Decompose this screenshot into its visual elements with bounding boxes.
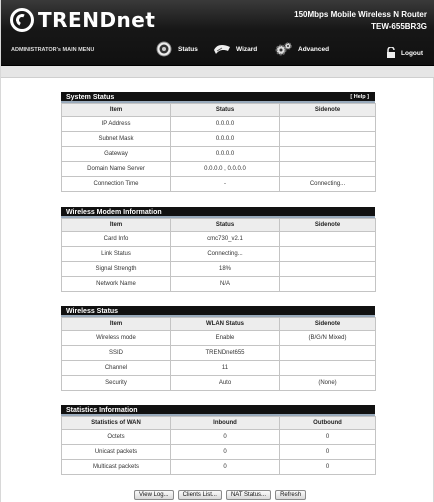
help-link[interactable]: [ Help ] — [350, 94, 369, 100]
section-header — [61, 306, 375, 317]
wireless-status-table — [61, 317, 376, 391]
section-title: Wireless Status — [66, 308, 119, 315]
row-sidenote — [280, 147, 376, 162]
logout-button[interactable] — [383, 44, 423, 62]
row-status: TRENDnet655 — [171, 346, 280, 361]
row-item: Unicast packets — [62, 445, 171, 460]
row-item: Connection Time — [62, 177, 171, 192]
clients-list-button[interactable]: Clients List... — [178, 490, 222, 500]
main-nav — [1, 38, 434, 66]
row-item: Card Info — [62, 232, 171, 247]
table-header-row — [62, 318, 376, 331]
row-item: Subnet Mask — [62, 132, 171, 147]
column-header: Item — [62, 219, 171, 232]
table-header-row — [62, 104, 376, 117]
row-status: 0.0.0.0 — [171, 132, 280, 147]
row-status: Enable — [171, 331, 280, 346]
row-status: Connecting... — [171, 247, 280, 262]
row-item: Network Name — [62, 277, 171, 292]
column-header: Inbound — [171, 417, 280, 430]
column-header: Sidenote — [280, 219, 376, 232]
column-header: Statistics of WAN — [62, 417, 171, 430]
row-outbound: 0 — [280, 430, 376, 445]
table-header-row — [62, 219, 376, 232]
row-sidenote: (None) — [280, 376, 376, 391]
row-sidenote — [280, 117, 376, 132]
modem-info-section — [61, 207, 375, 292]
nat-status-button[interactable]: NAT Status... — [226, 490, 271, 500]
row-inbound: 0 — [171, 430, 280, 445]
system-status-table — [61, 103, 376, 192]
row-status: N/A — [171, 277, 280, 292]
section-title: System Status — [66, 94, 115, 101]
wireless-status-section — [61, 306, 375, 391]
column-header: Status — [171, 104, 280, 117]
wizard-icon — [213, 40, 231, 58]
view-log-button[interactable]: View Log... — [134, 490, 174, 500]
section-header — [61, 405, 375, 416]
statistics-table — [61, 416, 376, 475]
gears-icon — [275, 40, 293, 58]
table-row — [62, 376, 376, 391]
system-status-section — [61, 92, 375, 192]
status-icon — [155, 40, 173, 58]
row-inbound: 0 — [171, 445, 280, 460]
model-title — [294, 9, 427, 33]
table-row — [62, 262, 376, 277]
row-sidenote — [280, 162, 376, 177]
row-item: Signal Strength — [62, 262, 171, 277]
row-status: cmc730_v2.1 — [171, 232, 280, 247]
row-outbound: 0 — [280, 460, 376, 475]
row-status: 0.0.0.0 — [171, 117, 280, 132]
table-header-row — [62, 417, 376, 430]
section-header — [61, 207, 375, 218]
row-status: 0.0.0.0 , 0.0.0.0 — [171, 162, 280, 177]
model-number: TEW-655BR3G — [371, 22, 427, 31]
table-row — [62, 132, 376, 147]
table-row — [62, 430, 376, 445]
model-name: 150Mbps Mobile Wireless N Router — [294, 10, 427, 19]
row-sidenote — [280, 247, 376, 262]
row-sidenote — [280, 277, 376, 292]
row-status: Auto — [171, 376, 280, 391]
section-title: Statistics Information — [66, 407, 138, 414]
table-row — [62, 147, 376, 162]
nav-wizard-label: Wizard — [236, 45, 258, 53]
trendnet-logo — [10, 7, 155, 33]
row-item: Channel — [62, 361, 171, 376]
row-item: Security — [62, 376, 171, 391]
nav-advanced-label: Advanced — [298, 45, 330, 53]
row-sidenote — [280, 262, 376, 277]
column-header: Sidenote — [280, 318, 376, 331]
row-sidenote — [280, 232, 376, 247]
column-header: Item — [62, 104, 171, 117]
row-inbound: 0 — [171, 460, 280, 475]
row-status: - — [171, 177, 280, 192]
table-row — [62, 247, 376, 262]
modem-info-table — [61, 218, 376, 292]
nav-wizard[interactable] — [213, 40, 257, 58]
table-row — [62, 117, 376, 132]
row-item: Gateway — [62, 147, 171, 162]
table-row — [62, 177, 376, 192]
column-header: WLAN Status — [171, 318, 280, 331]
table-row — [62, 361, 376, 376]
nav-status-label: Status — [178, 45, 198, 53]
table-row — [62, 346, 376, 361]
column-header: Status — [171, 219, 280, 232]
logo-text: TRENDnet — [38, 8, 156, 32]
column-header: Item — [62, 318, 171, 331]
admin-menu-label: ADMINISTRATOR's MAIN MENU — [11, 47, 95, 53]
header — [1, 0, 434, 66]
row-sidenote — [280, 361, 376, 376]
row-item: Octets — [62, 430, 171, 445]
row-item: IP Address — [62, 117, 171, 132]
nav-advanced[interactable] — [275, 40, 329, 58]
section-header — [61, 92, 375, 103]
row-sidenote — [280, 132, 376, 147]
nav-status[interactable] — [155, 40, 198, 58]
table-row — [62, 277, 376, 292]
table-row — [62, 162, 376, 177]
table-row — [62, 460, 376, 475]
row-sidenote — [280, 346, 376, 361]
table-row — [62, 232, 376, 247]
logout-label: Logout — [401, 49, 424, 57]
row-sidenote: (B/G/N Mixed) — [280, 331, 376, 346]
statistics-section — [61, 405, 375, 475]
logout-icon — [383, 44, 397, 62]
row-item: SSID — [62, 346, 171, 361]
header-band — [1, 66, 434, 78]
row-sidenote: Connecting... — [280, 177, 376, 192]
row-item: Link Status — [62, 247, 171, 262]
table-row — [62, 445, 376, 460]
column-header: Sidenote — [280, 104, 376, 117]
row-item: Domain Name Server — [62, 162, 171, 177]
action-buttons — [134, 490, 306, 500]
row-item: Wireless mode — [62, 331, 171, 346]
row-status: 0.0.0.0 — [171, 147, 280, 162]
refresh-button[interactable]: Refresh — [275, 490, 306, 500]
table-row — [62, 331, 376, 346]
column-header: Outbound — [280, 417, 376, 430]
section-title: Wireless Modem Information — [66, 209, 162, 216]
trendnet-logo-icon — [10, 8, 34, 32]
row-status: 11 — [171, 361, 280, 376]
row-outbound: 0 — [280, 445, 376, 460]
row-status: 18% — [171, 262, 280, 277]
row-item: Multicast packets — [62, 460, 171, 475]
